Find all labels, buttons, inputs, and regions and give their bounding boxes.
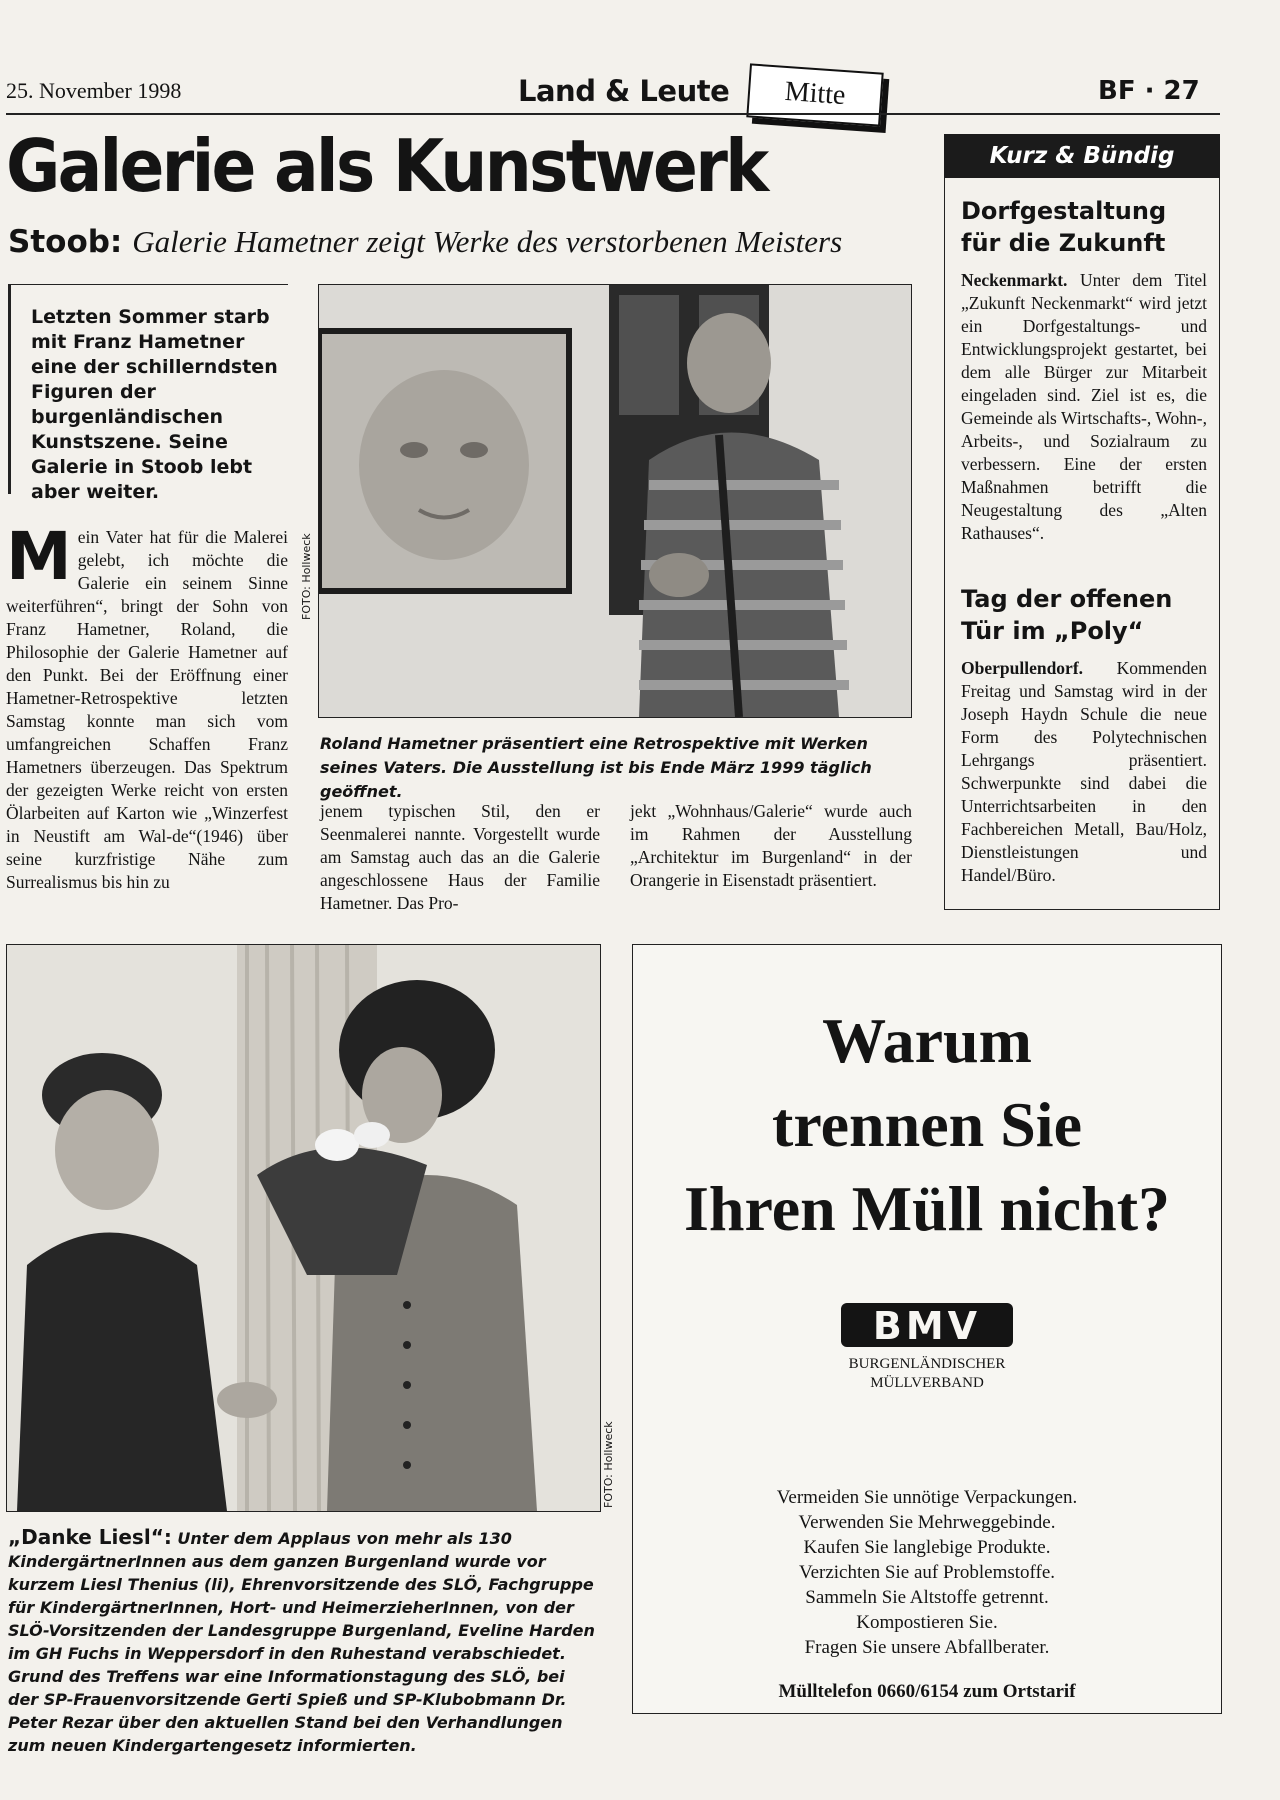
section-title: Land & Leute — [518, 74, 730, 108]
sidebar-item-body — [961, 657, 1207, 887]
sidebar-item-text: Kommenden Freitag und Samstag wird in der Joseph Haydn Schule die neue Form des Polytechnischen Lehrgangs präsentiert. Schwerpunkte sind dabei die Unterrichtsarbeiten in den Fachbereichen Metall, Bau/Holz, Dienstleistungen und Handel/Büro. — [961, 658, 1207, 885]
list-item: Kompostieren Sie. — [856, 1612, 998, 1633]
lead-text: Letzten Sommer starb mit Franz Hametner eine der schillerndsten Figuren der burgenländischen Kunstszene. Seine Galerie in Stoob lebt aber weiter. — [31, 306, 278, 503]
photo-illustration-2 — [7, 945, 600, 1511]
photo-caption-1: Roland Hametner präsentiert eine Retrospektive mit Werken seines Vaters. Die Ausstellung ist bis Ende März 1999 täglich geöffnet. — [320, 734, 872, 801]
lead-box — [8, 284, 288, 503]
bmv-org-name — [633, 1355, 1221, 1393]
header-rule — [6, 113, 1220, 115]
list-item: Sammeln Sie Altstoffe getrennt. — [805, 1587, 1049, 1608]
article-column-2: jenem typischen Stil, den er Seenmalerei nannte. Vorgestellt wurde am Samstag auch das an die Galerie angeschlossene Haus der Familie Hametner. Das Pro- — [320, 801, 600, 913]
caption-2-lead: „Danke Liesl“: — [8, 1525, 172, 1549]
column-1-text: ein Vater hat für die Malerei gelebt, ich möchte die Galerie ein seinem Sinne weiterführen“, bringt der Sohn von Franz Hametner, Roland, die Philosophie der Galerie Hametner auf den Punkt. Bei der Eröffnung einer Hametner-Retrospektive letzten Samstag konnte man sich vom umfangreichen Schaffen Franz Hametners überzeugen. Das Spektrum der gezeigten Werke reicht von ersten Ölarbeiten auf Karton wie „Winzerfest in Neustift am Wal-de“(1946) über seine kurzfristige Nähe zum Surrealismus bis hin zu — [6, 527, 288, 892]
sidebar-item — [961, 583, 1207, 887]
sidebar-item-title: Dorfgestaltung für die Zukunft — [961, 197, 1167, 257]
bmv-org-line: BURGENLÄNDISCHER — [848, 1356, 1006, 1372]
sidebar-item-body — [961, 269, 1207, 545]
ad-headline-line: Ihren Müll nicht? — [684, 1173, 1170, 1244]
subheadline-text: Galerie Hametner zeigt Werke des verstorbenen Meisters — [132, 224, 843, 259]
article-column-3: jekt „Wohnhaus/Galerie“ wurde auch im Rahmen der Ausstellung „Architektur im Burgenland“ in der Orangerie in Eisenstadt präsentiert. — [630, 801, 912, 890]
photo-illustration — [319, 285, 911, 717]
sidebar-item-place: Oberpullendorf. — [961, 658, 1084, 678]
photo-caption-2 — [8, 1526, 600, 1757]
page-number: BF · 27 — [1098, 76, 1200, 106]
list-item: Verwenden Sie Mehrweggebinde. — [798, 1512, 1056, 1533]
sidebar-item-text: Unter dem Titel „Zukunft Neckenmarkt“ wird jetzt ein Dorfgestaltungs- und Entwicklungsprojekt gestartet, bei dem alle Bürger zur Mitarbeit eingeladen sind. Ziel ist es, die Gemeinde als Wirtschafts-, Wohn-, Arbeits-, und Sozialraum zu verbessern. Eine der ersten Maßnahmen betrifft die Neugestaltung des „Alten Rathauses“. — [961, 270, 1208, 543]
drop-cap: M — [6, 518, 72, 595]
article-column-1 — [6, 518, 288, 894]
sidebar-heading: Kurz & Bündig — [944, 134, 1220, 178]
caption-2-text: Unter dem Applaus von mehr als 130 KindergärtnerInnen aus dem ganzen Burgenland wurde vor kurzem Liesl Thenius (li), Ehrenvorsitzende des SLÖ, Fachgruppe für KindergärtnerInnen, Hort- und HeimerzieherInnen, von der SLÖ-Vorsitzenden der Landesgruppe Burgenland, Eveline Harden im GH Fuchs in Weppersdorf in den Ruhestand verabschiedet. Grund des Treffens war eine Informationstagung des SLÖ, bei der SP-Frauenvorsitzende Gerti Spieß und SP-Klubobmann Dr. Peter Rezar über den aktuellen Stand bei den Verhandlungen zum neuen Kindergartengesetz informierten. — [8, 1529, 595, 1755]
article-subheadline — [8, 224, 842, 260]
photo-danke-liesl — [6, 944, 601, 1512]
ad-headline-line: trennen Sie — [772, 1089, 1082, 1160]
sidebar-item — [961, 195, 1207, 545]
article-headline: Galerie als Kunstwerk — [6, 124, 767, 208]
bmv-org-line: MÜLLVERBAND — [870, 1375, 984, 1391]
issue-date: 25. November 1998 — [6, 78, 182, 103]
photo-credit-1: FOTO: Hollweck — [300, 533, 313, 620]
ad-headline — [633, 999, 1221, 1251]
list-item: Verzichten Sie auf Problemstoffe. — [798, 1562, 1056, 1583]
ad-headline-line: Warum — [822, 1005, 1032, 1076]
bmv-logo — [841, 1299, 1013, 1351]
photo-credit-2: FOTO: Hollweck — [602, 1421, 615, 1508]
list-item: Fragen Sie unsere Abfallberater. — [804, 1637, 1050, 1658]
subheadline-place: Stoob: — [8, 224, 123, 260]
ad-tips-list — [633, 1485, 1221, 1660]
sidebar-kurz-buendig — [944, 134, 1220, 910]
sidebar-item-place: Neckenmarkt. — [961, 270, 1068, 290]
sidebar-item-title: Tag der offenen Tür im „Poly“ — [961, 585, 1173, 645]
bmv-logo-text: BMV — [872, 1304, 982, 1348]
list-item: Kaufen Sie langlebige Produkte. — [803, 1537, 1051, 1558]
photo-roland-hametner — [318, 284, 912, 718]
list-item: Vermeiden Sie unnötige Verpackungen. — [776, 1487, 1078, 1508]
advertisement-bmv — [632, 944, 1222, 1714]
region-tag: Mitte — [746, 63, 883, 126]
ad-phone: Mülltelefon 0660/6154 zum Ortstarif — [778, 1681, 1076, 1702]
